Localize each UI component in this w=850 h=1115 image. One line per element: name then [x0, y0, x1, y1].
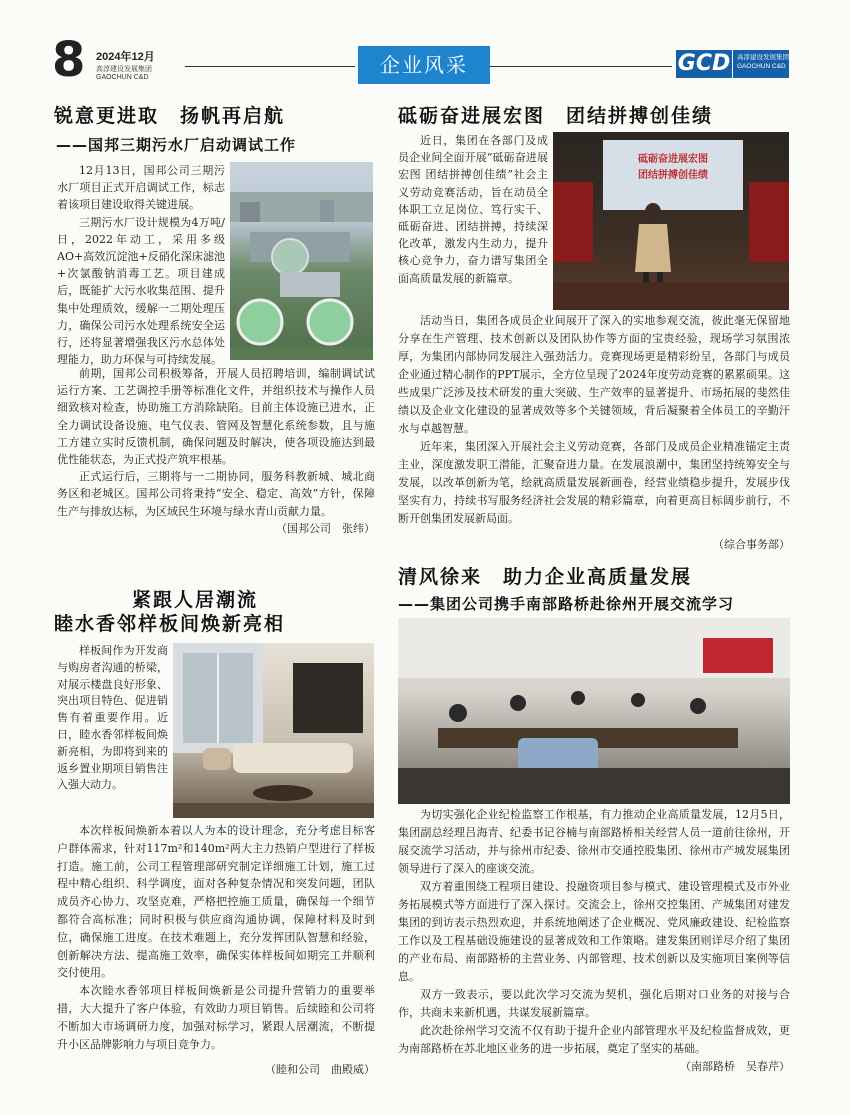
article3-column-wide: [57, 822, 375, 1077]
page-number: 8: [52, 32, 86, 88]
screen-slogan-line2: 团结拼搏创佳绩: [638, 170, 708, 181]
article1-subtitle: ——国邦三期污水厂启动调试工作: [56, 136, 297, 154]
section-title: 企业风采: [358, 46, 490, 84]
wastewater-plant-photo: [230, 162, 373, 360]
article4-paragraph: 此次赴徐州学习交流不仅有助于提升企业内部管理水平及纪检监督成效，更为南部路桥在苏北地区业务的进一步拓展，奠定了坚实的基础。: [398, 1024, 790, 1055]
header-company-en: GAOCHUN C&D: [96, 74, 149, 81]
article4-paragraph: 双方一致表示，要以此次学习交流为契机，强化后期对口业务的对接与合作，共商未来新机遇，共谋发展新篇章。: [398, 988, 790, 1019]
article1-paragraph: 正式运行后，三期将与一二期协同，服务科教新城、城北商务区和老城区。国邦公司将秉持“安全、稳定、高效”方针，保障生产与排放达标，为区域民生环境与绿水青山贡献力量。: [57, 470, 375, 518]
article2-title: 砥砺奋进展宏图 团结拼搏创佳绩: [398, 105, 714, 127]
meeting-photo: [398, 618, 790, 804]
article4-paragraph: 为切实强化企业纪检监察工作根基，有力推动企业高质量发展，12月5日，集团副总经理吕海青、纪委书记谷楠与南部路桥相关经营人员一道前往徐州，开展交流学习活动，并与徐州市纪委、徐州市交通控股集团、徐州市产城发展集团领导进行了深入的座谈交流。: [398, 808, 790, 875]
article1-column-narrow: [57, 162, 225, 368]
article2-paragraph: 近年来，集团深入开展社会主义劳动竞赛，各部门及成员企业精准锚定主责主业，深度激发职工潜能，汇聚奋进力量。在发展浪潮中，集团坚持统筹安全与发展，以改革创新为笔，绘就高质量发展新画卷，经营业绩稳步提升，发展步伐坚实有力，持续书写服务经济社会发展的精彩篇章，向着更高目标阔步前行，不断开创集团发展新局面。: [398, 440, 790, 525]
article2-column-wide: [398, 312, 790, 552]
article3-paragraph: 本次睦水香邻项目样板间焕新是公司提升营销力的重要举措，大大提升了客户体验，有效助力项目销售。后续睦和公司将不断加大市场调研力度，加强对标学习，紧跟人居潮流，不断提升小区品牌影响力与项目竞争力。: [57, 984, 375, 1051]
article1-column-wide: [57, 365, 375, 536]
header-company-cn: 高淳建设发展集团: [96, 66, 152, 73]
article4-paragraph: 双方着重围绕工程项目建设、投融资项目参与模式、建设管理模式及市外业务拓展模式等方面进行了深入探讨。交流会上，徐州交控集团、产城集团对建发集团的到访表示热烈欢迎，并系统地阐述了企业概况、党风廉政建设、纪检监察工作以及工程基础设施建设的显著成效和工作策略。建发集团则详尽介绍了集团的产业布局、南部路桥的主营业务、内部管理、技术创新以及实施项目案例等信息。: [398, 880, 790, 983]
article4-title: 清风徐来 助力企业高质量发展: [398, 566, 693, 588]
article2-paragraph: 活动当日，集团各成员企业间展开了深入的实地参观交流，彼此毫无保留地分享在生产管理、技术创新以及团队协作等方面的宝贵经验，现场学习氛围浓厚，为集团内部协同发展注入强劲活力。竞赛现场更是精彩纷呈，各部门与成员企业通过精心制作的PPT展示，全方位呈现了2024年度劳动竞赛的累累硕果。这些成果广泛涉及技术研发的重大突破、生产效率的显著提升、市场拓展的斐然佳绩以及企业文化建设的显著成效等多个关键领域，背后凝聚着全体员工的辛勤汗水与卓越智慧。: [398, 314, 790, 435]
screen-slogan-line1: 砥砺奋进展宏图: [638, 154, 708, 165]
article2-column-narrow: [398, 132, 548, 287]
article4-signature: （南部路桥 吴春芹）: [680, 1060, 790, 1073]
competition-photo: [553, 132, 789, 310]
header-rule-right: [490, 66, 672, 67]
article1-signature: （国邦公司 张纬）: [276, 521, 375, 535]
article3-title2: 睦水香邻样板间焕新亮相: [54, 613, 286, 635]
logo-text: [733, 50, 789, 78]
showroom-illustration: [173, 643, 374, 818]
logo-text-cn: 高淳建设发展集团: [737, 54, 789, 61]
meeting-illustration: [398, 618, 790, 804]
header-rule-left: [185, 66, 355, 67]
article4-column: [398, 806, 790, 1074]
article4-subtitle: ——集团公司携手南部路桥赴徐州开展交流学习: [398, 595, 735, 613]
article3-column-narrow: [57, 643, 168, 794]
article2-paragraph: 近日，集团在各部门及成员企业间全面开展“砥砺奋进展宏图 团结拼搏创佳绩”社会主义劳动竞赛活动，旨在动员全体职工立足岗位、笃行实干、砥砺奋进、团结拼搏，持续深化改革，激发内生动力，提升核心竞争力，奋力谱写集团全面高质量发展的新篇章。: [398, 134, 548, 285]
article3-title: 紧跟人居潮流: [132, 589, 259, 611]
issue-date: 2024年12月: [96, 51, 155, 63]
article1-title: 锐意更进取 扬帆再启航: [54, 105, 286, 127]
article3-signature: （睦和公司 曲殿威）: [265, 1063, 375, 1077]
logo-text-en: GAOCHUN C&D: [737, 63, 786, 70]
article1-paragraph: 12月13日，国邦公司三期污水厂项目正式开启调试工作，标志着该项目建设取得关键进展。: [57, 164, 225, 212]
article3-paragraph: 样板间作为开发商与购房者沟通的桥梁，对展示楼盘良好形象、突出项目特色、促进销售有着重要作用。近日，睦水香邻样板间焕新亮相，为即将到来的返乡置业期项目销售注入强大动力。: [57, 644, 168, 792]
showroom-photo: [173, 643, 374, 818]
article3-paragraph: 本次样板间焕新本着以人为本的设计理念，充分考虑目标客户群体需求，针对117m²和140m²两大主力热销户型进行了样板打造。施工前，公司工程管理部研究制定详细施工计划，施工过程中精心组织、科学调度，面对各种复杂情况和突发问题，团队成员齐心协力、攻坚克难，严格把控施工质量，确保每一个细节都符合高标准；同时积极与供应商沟通协调，保障材料及时到位，确保施工进度。在技术难题上，充分发挥团队智慧和经验，创新解决方法、提高施工效率，确保实体样板间如期完工并顺利交付使用。: [57, 824, 375, 980]
article1-paragraph: 三期污水厂设计规模为4万吨/日，2022年动工，采用多级AO+高效沉淀池+反硝化深床滤池+次氯酸钠消毒工艺。项目建成后，既能扩大污水收集范围、提升集中处理质效，缓解一二期处理压力，确保公司污水处理系统安全运行，还将显著增强我区污水总体处理能力，助力环保与可持续发展。: [57, 215, 225, 367]
gcd-logo: GCD: [677, 51, 731, 76]
wastewater-plant-illustration: [230, 162, 373, 360]
article1-paragraph: 前期，国邦公司积极筹备，开展人员招聘培训，编制调试试运行方案、工艺调控手册等标准化文件，并组织技术与操作人员细致核对检查，协助施工方消除缺陷。目前主体设施已进水，正全力调试设备设施、电气仪表、管网及智慧化系统参数，且与施工方建立实时反馈机制，确保问题及时解决，使各项设施达到最优性能状态，为正式投产筑牢根基。: [57, 367, 375, 467]
article2-signature: （综合事务部）: [713, 538, 790, 551]
header-company: [96, 66, 152, 82]
